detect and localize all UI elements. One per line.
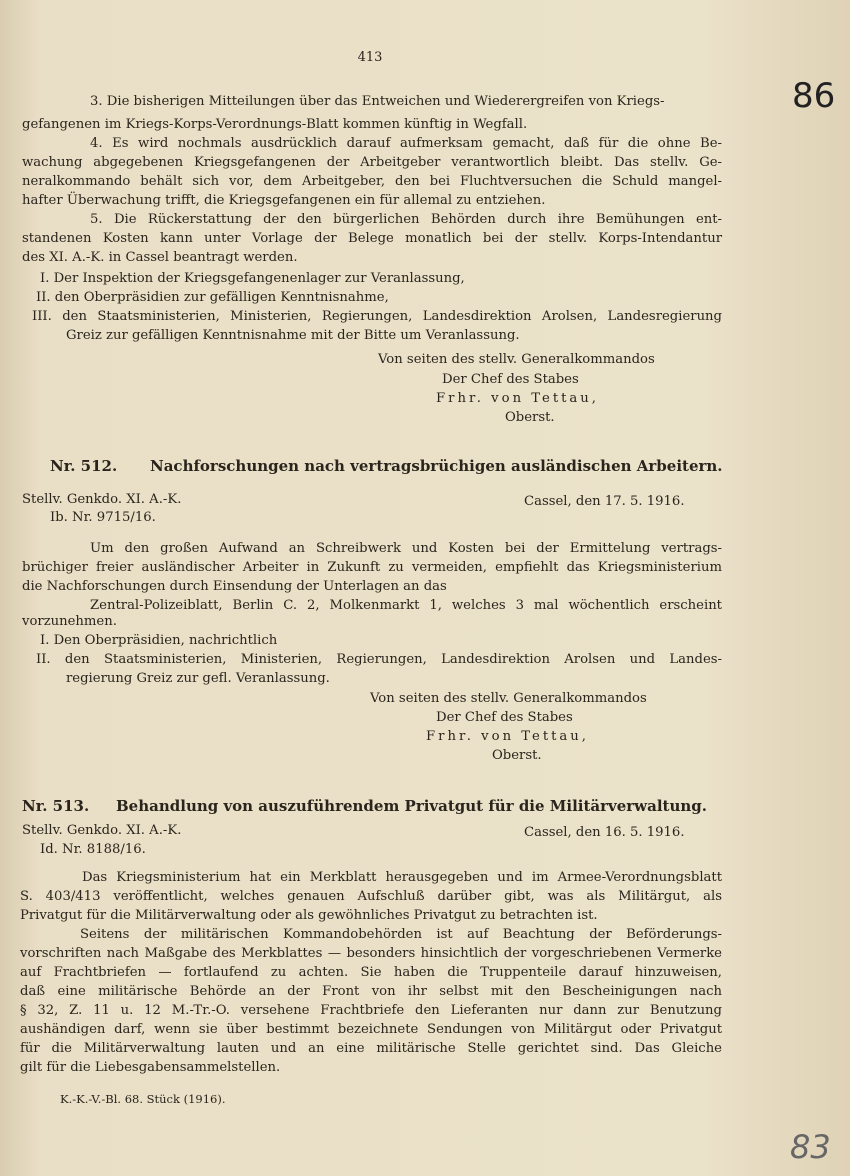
paragraph-line: gefangenen im Kriegs-Korps-Verordnungs-Blatt kommen künftig in Wegfall. — [22, 117, 528, 132]
page-number: 413 — [357, 50, 383, 65]
paragraph-line: auf Frachtbriefen — fortlaufend zu achten. Sie haben die Truppenteile darauf hinzuweisen, — [20, 965, 722, 980]
signature-line: Oberst. — [505, 410, 555, 425]
section-heading-title: Nachforschungen nach vertragsbrüchigen ausländischen Arbeitern. — [150, 457, 723, 475]
paragraph-line: S. 403/413 veröffentlicht, welches genauen Aufschluß darüber gibt, was als Militärgut, als — [20, 889, 722, 904]
paragraph-line: 3. Die bisherigen Mitteilungen über das Entweichen und Wiederergreifen von Kriegs- — [90, 94, 665, 109]
issuing-office: Stellv. Genkdo. XI. A.-K. — [22, 823, 182, 838]
paragraph-line: aushändigen darf, wenn sie über bestimmt bezeichnete Sendungen von Militärgut oder Privatgut — [20, 1022, 722, 1037]
paragraph-line: die Nachforschungen durch Einsendung der Unterlagen an das — [22, 579, 447, 594]
paragraph-line: standenen Kosten kann unter Vorlage der Belege monatlich bei der stellv. Korps-Intendantur — [22, 231, 722, 246]
paragraph-line: Zentral-Polizeiblatt, Berlin C. 2, Molkenmarkt 1, welches 3 mal wöchentlich erscheint — [90, 598, 722, 613]
paragraph-line: 4. Es wird nochmals ausdrücklich darauf aufmerksam gemacht, daß für die ohne Be- — [90, 136, 722, 151]
signature-line: Frhr. von Tettau, — [436, 391, 599, 406]
reference-number: Id. Nr. 8188/16. — [40, 842, 146, 857]
paragraph-line: brüchiger freier ausländischer Arbeiter in Zukunft zu vermeiden, empfiehlt das Kriegsministerium — [22, 560, 722, 575]
paragraph-line: wachung abgegebenen Kriegsgefangenen der Arbeitgeber verantwortlich bleibt. Das stellv. Ge- — [22, 155, 722, 170]
paragraph-line: vorschriften nach Maßgabe des Merkblattes — besonders hinsichtlich der vorgeschriebenen Vermerke — [20, 946, 722, 961]
distribution-item: Greiz zur gefälligen Kenntnisnahme mit der Bitte um Veranlassung. — [66, 328, 520, 343]
paragraph-line: vorzunehmen. — [22, 614, 117, 629]
distribution-item: regierung Greiz zur gefl. Veranlassung. — [66, 671, 330, 686]
paragraph-line: für die Militärverwaltung lauten und an eine militärische Stelle gerichtet sind. Das Gleiche — [20, 1041, 722, 1056]
handwritten-folio-number: 86 — [792, 76, 836, 116]
paragraph-line: Um den großen Aufwand an Schreibwerk und Kosten bei der Ermittelung vertrags- — [90, 541, 722, 556]
signature-line: Oberst. — [492, 748, 542, 763]
signature-line: Von seiten des stellv. Generalkommandos — [378, 352, 655, 367]
distribution-item: III. den Staatsministerien, Ministerien, Regierungen, Landesdirektion Arolsen, Landesregierung — [32, 309, 722, 324]
place-date: Cassel, den 17. 5. 1916. — [524, 494, 685, 509]
distribution-item: II. den Staatsministerien, Ministerien, Regierungen, Landesdirektion Arolsen und Landes- — [36, 652, 722, 667]
paragraph-line: Das Kriegsministerium hat ein Merkblatt herausgegeben und im Armee-Verordnungsblatt — [82, 870, 722, 885]
distribution-item: I. Der Inspektion der Kriegsgefangenenlager zur Veranlassung, — [40, 271, 465, 286]
signature-line: Der Chef des Stabes — [436, 710, 573, 725]
signature-line: Frhr. von Tettau, — [426, 729, 589, 744]
issuing-office: Stellv. Genkdo. XI. A.-K. — [22, 492, 182, 507]
section-heading-number: Nr. 513. — [22, 797, 90, 815]
paragraph-line: des XI. A.-K. in Cassel beantragt werden. — [22, 250, 298, 265]
paragraph-line: Seitens der militärischen Kommandobehörden ist auf Beachtung der Beförderungs- — [80, 927, 722, 942]
distribution-item: I. Den Oberpräsidien, nachrichtlich — [40, 633, 278, 648]
paragraph-line: neralkommando behält sich vor, dem Arbeitgeber, den bei Fluchtversuchen die Schuld mangel- — [22, 174, 722, 189]
paragraph-line: hafter Überwachung trifft, die Kriegsgefangenen ein für allemal zu entziehen. — [22, 193, 546, 208]
section-heading-title: Behandlung von auszuführendem Privatgut für die Militärverwaltung. — [116, 797, 707, 815]
section-heading-number: Nr. 512. — [50, 457, 118, 475]
place-date: Cassel, den 16. 5. 1916. — [524, 825, 685, 840]
paragraph-line: § 32, Z. 11 u. 12 M.-Tr.-O. versehene Frachtbriefe den Lieferanten nur dann zur Benutzung — [20, 1003, 722, 1018]
handwritten-page-number: 83 — [790, 1128, 831, 1166]
signature-line: Von seiten des stellv. Generalkommandos — [370, 691, 647, 706]
paragraph-line: gilt für die Liebesgabensammelstellen. — [20, 1060, 281, 1075]
signature-line: Der Chef des Stabes — [442, 372, 579, 387]
footer-source: K.-K.-V.-Bl. 68. Stück (1916). — [60, 1092, 226, 1106]
distribution-item: II. den Oberpräsidien zur gefälligen Kenntnisnahme, — [36, 290, 389, 305]
paragraph-line: Privatgut für die Militärverwaltung oder als gewöhnliches Privatgut zu betrachten ist. — [20, 908, 598, 923]
paragraph-line: daß eine militärische Behörde an der Front von ihr selbst mit den Bescheinigungen nach — [20, 984, 722, 999]
paragraph-line: 5. Die Rückerstattung der den bürgerlichen Behörden durch ihre Bemühungen ent- — [90, 212, 722, 227]
reference-number: Ib. Nr. 9715/16. — [50, 510, 156, 525]
